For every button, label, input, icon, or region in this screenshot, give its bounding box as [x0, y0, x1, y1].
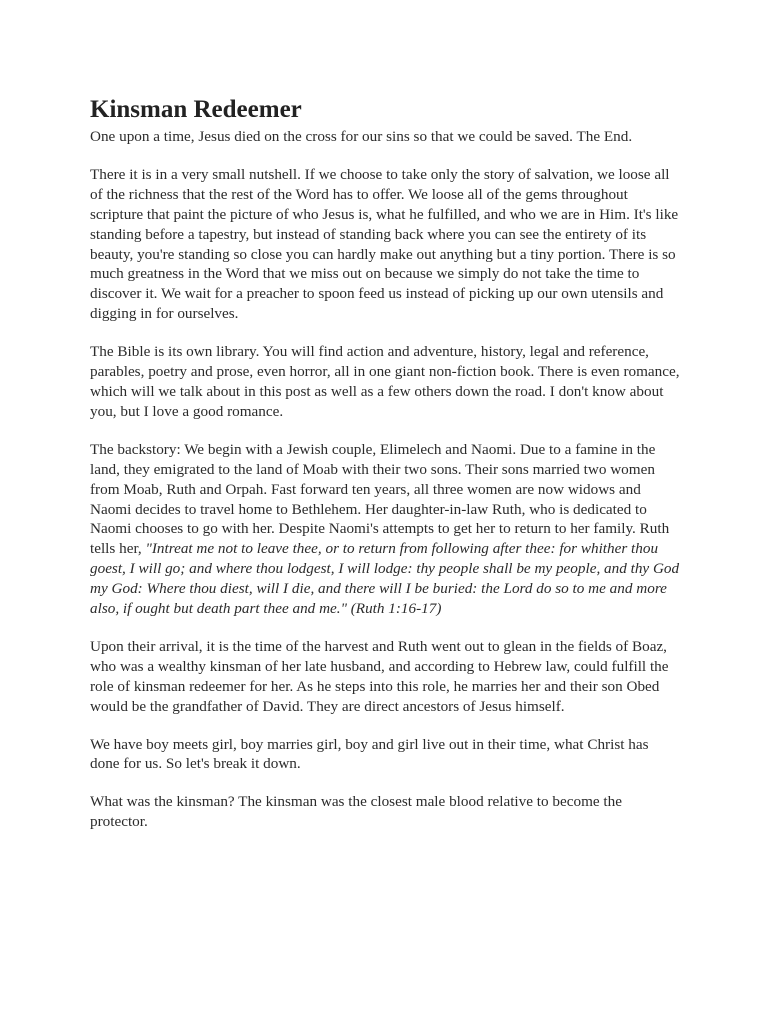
- ruth-quote: "Intreat me not to leave thee, or to return from following after thee: for whither thou goest, I will go; and where thou lodgest, I will lodge: thy people shall be my people, and thy God my God: Where thou diest, will I die, and there will I be buried: the Lord do so to me and more also, if ought but death part thee and me." (Ruth 1:16-17): [90, 540, 680, 618]
- document-page: [90, 95, 680, 850]
- backstory-text: The backstory: We begin with a Jewish couple, Elimelech and Naomi. Due to a famine in the land, they emigrated to the land of Moab with their two sons. Their sons married two women from Moab, Ruth and Orpah. Fast forward ten years, all three women are now widows and Naomi decides to travel home to Bethlehem. Her daughter-in-law Ruth, who is dedicated to Naomi chooses to go with her. Despite Naomi's attempts to get her to return to her family. Ruth tells her,: [90, 440, 670, 558]
- paragraph-arrival: Upon their arrival, it is the time of the harvest and Ruth went out to glean in the fields of Boaz, who was a wealthy kinsman of her late husband, and according to Hebrew law, could fulfill the role of kinsman redeemer for her. As he steps into this role, he marries her and their son Obed would be the grandfather of David. They are direct ancestors of Jesus himself.: [90, 637, 669, 715]
- paragraph-romance: We have boy meets girl, boy marries girl, boy and girl live out in their time, what Christ has done for us. So let's break it down.: [90, 735, 649, 773]
- paragraph-kinsman: What was the kinsman? The kinsman was the closest male blood relative to become the protector.: [90, 793, 622, 831]
- paragraph-nutshell: There it is in a very small nutshell. If we choose to take only the story of salvation, we loose all of the richness that the rest of the Word has to offer. We loose all of the gems throughout scripture that paint the picture of who Jesus is, what he fulfilled, and who we are in Him. It's like standing before a tapestry, but instead of standing back where you can see the entirety of its beauty, you're standing so close you can hardly make out anything but a tiny portion. There is so much greatness in the Word that we miss out on because we simply do not take the time to discover it. We wait for a preacher to spoon feed us instead of picking up our own utensils and digging in for ourselves.: [90, 165, 679, 323]
- paragraph-intro: One upon a time, Jesus died on the cross for our sins so that we could be saved. The End.: [90, 128, 633, 145]
- document-title: Kinsman Redeemer: [90, 96, 302, 123]
- paragraph-library: The Bible is its own library. You will find action and adventure, history, legal and reference, parables, poetry and prose, even horror, all in one giant non-fiction book. There is even romance, which will we talk about in this post as well as a few others down the road. I don't know about you, but I love a good romance.: [90, 343, 680, 420]
- paragraph-backstory: [90, 440, 680, 619]
